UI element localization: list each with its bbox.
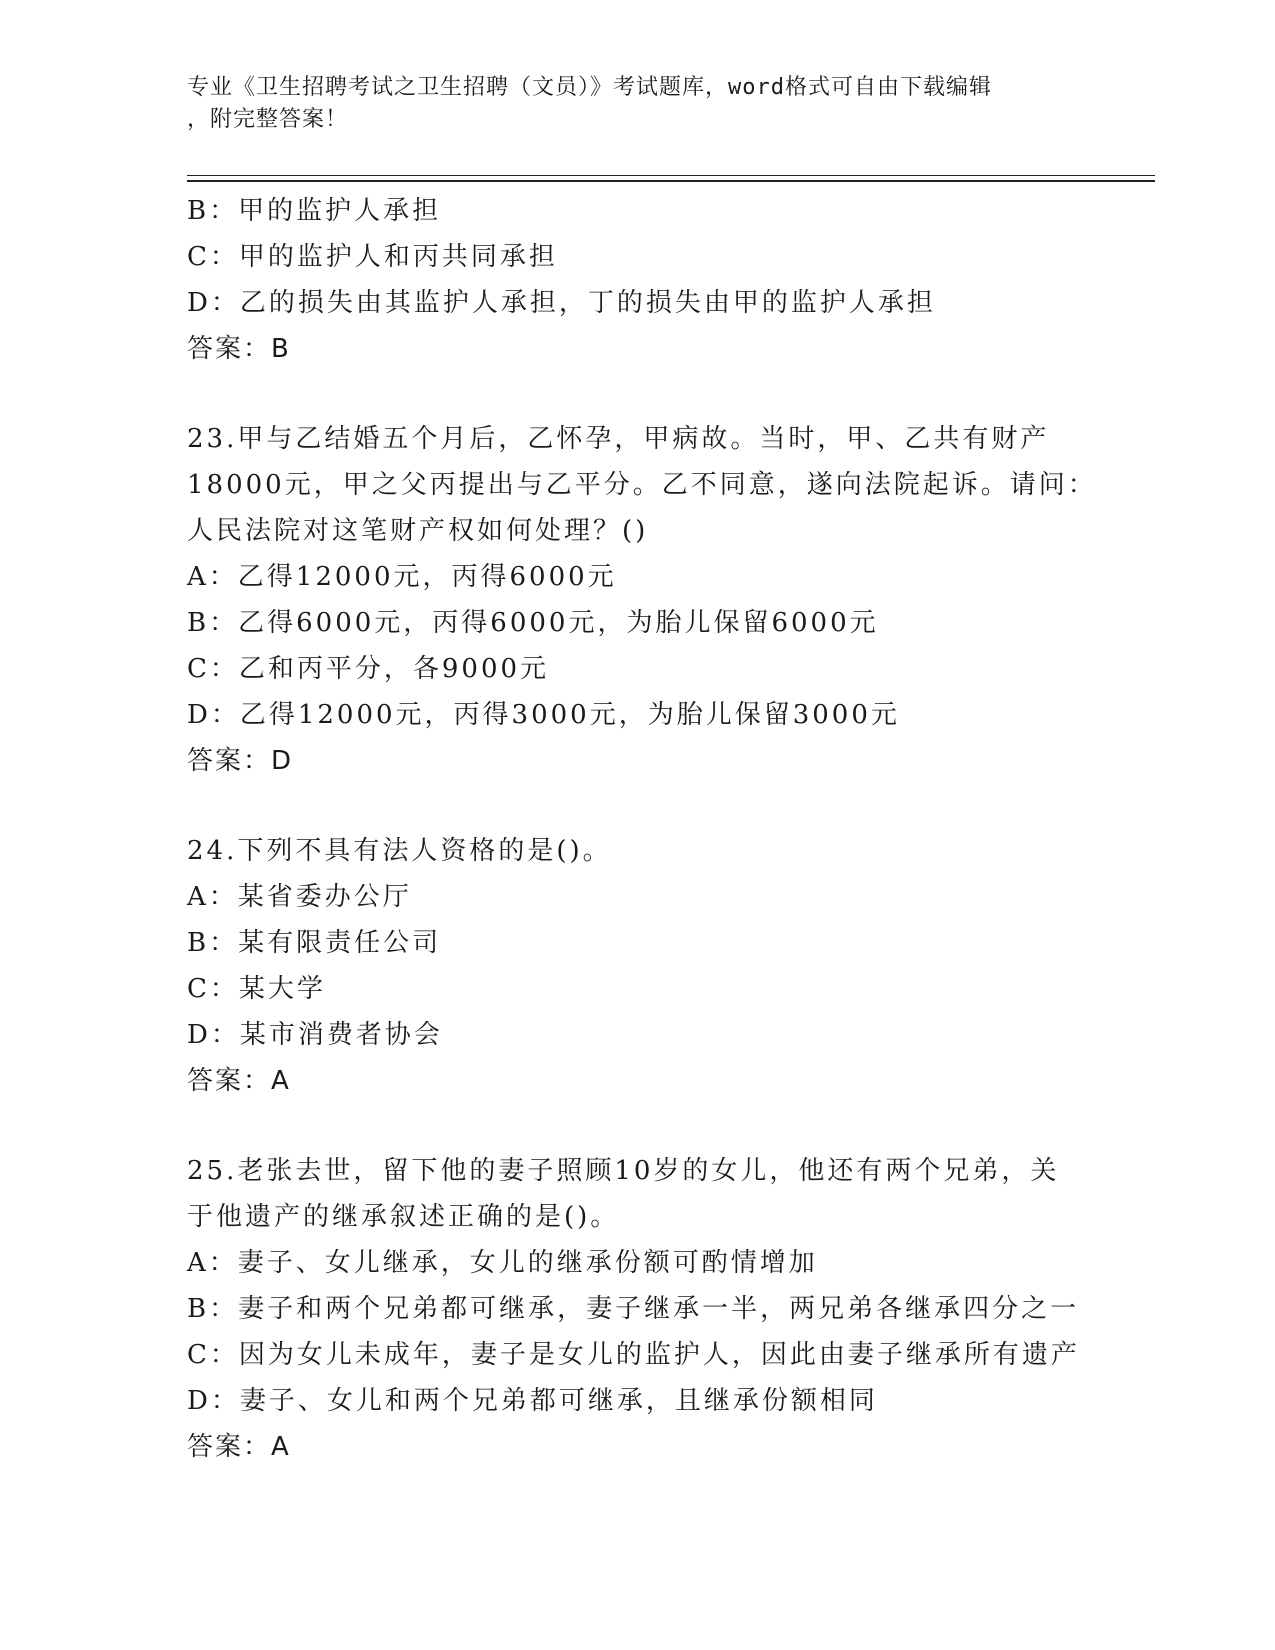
option-c: C：甲的监护人和丙共同承担 xyxy=(187,242,558,272)
option-d: D：妻子、女儿和两个兄弟都可继承，且继承份额相同 xyxy=(187,1386,878,1416)
question-stem-line: 23.甲与乙结婚五个月后，乙怀孕，甲病故。当时，甲、乙共有财产 xyxy=(187,424,1050,454)
question-stem-line: 人民法院对这笔财产权如何处理？() xyxy=(187,516,649,546)
answer-label: 答案：A xyxy=(187,1432,291,1462)
spacer xyxy=(187,784,1087,828)
option-b: B：妻子和两个兄弟都可继承，妻子继承一半，两兄弟各继承四分之一 xyxy=(187,1294,1080,1324)
option-b: B：甲的监护人承担 xyxy=(187,196,442,226)
answer-label: 答案：D xyxy=(187,746,294,776)
header-line-2: ，附完整答案！ xyxy=(187,107,349,132)
option-a: A：某省委办公厅 xyxy=(187,882,412,912)
option-c: C：乙和丙平分，各9000元 xyxy=(187,654,550,684)
question-block-23 xyxy=(187,416,1097,784)
question-stem-line: 24.下列不具有法人资格的是()。 xyxy=(187,836,612,866)
question-stem-line: 25.老张去世，留下他的妻子照顾10岁的女儿，他还有两个兄弟，关 xyxy=(187,1156,1060,1186)
option-b: B：某有限责任公司 xyxy=(187,928,442,958)
question-stem-line: 于他遗产的继承叙述正确的是()。 xyxy=(187,1202,620,1232)
option-a: A：乙得12000元，丙得6000元 xyxy=(187,562,617,592)
option-d: D：乙的损失由其监护人承担，丁的损失由甲的监护人承担 xyxy=(187,288,936,318)
answer-label: 答案：B xyxy=(187,334,291,364)
option-c: C：因为女儿未成年，妻子是女儿的监护人，因此由妻子继承所有遗产 xyxy=(187,1340,1080,1370)
question-block-25 xyxy=(187,1148,1087,1470)
question-list xyxy=(187,188,1097,1470)
spacer xyxy=(187,372,1087,416)
header-line-1: 专业《卫生招聘考试之卫生招聘（文员）》考试题库，word格式可自由下载编辑 xyxy=(187,75,992,100)
spacer xyxy=(187,1104,1087,1148)
answer-label: 答案：A xyxy=(187,1066,291,1096)
option-c: C：某大学 xyxy=(187,974,326,1004)
header-divider-thin xyxy=(187,175,1155,176)
question-block-24 xyxy=(187,828,1087,1104)
document-header xyxy=(187,72,1087,136)
question-block-prev xyxy=(187,188,1087,372)
option-d: D：某市消费者协会 xyxy=(187,1020,443,1050)
option-b: B：乙得6000元，丙得6000元，为胎儿保留6000元 xyxy=(187,608,879,638)
option-a: A：妻子、女儿继承，女儿的继承份额可酌情增加 xyxy=(187,1248,818,1278)
question-stem-line: 18000元，甲之父丙提出与乙平分。乙不同意，遂向法院起诉。请问： xyxy=(187,470,1097,500)
option-d: D：乙得12000元，丙得3000元，为胎儿保留3000元 xyxy=(187,700,900,730)
header-divider-thick xyxy=(187,180,1155,182)
